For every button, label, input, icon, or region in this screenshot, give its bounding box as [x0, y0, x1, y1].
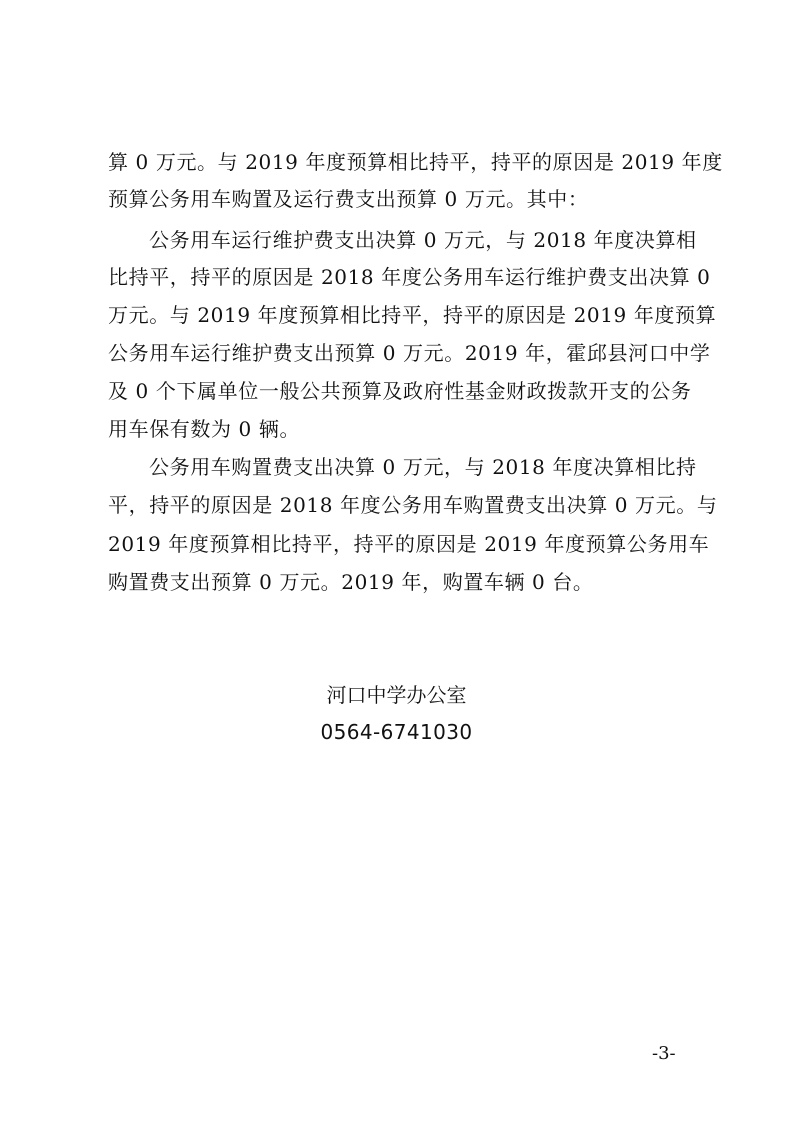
page-number: -3- — [652, 1043, 676, 1064]
paragraph-3-line-1: 公务用车购置费支出决算 0 万元，与 2018 年度决算相比持 — [149, 455, 697, 479]
paragraph-2-line-1: 公务用车运行维护费支出决算 0 万元，与 2018 年度决算相 — [149, 228, 697, 252]
paragraph-3-line-2: 平，持平的原因是 2018 年度公务用车购置费支出决算 0 万元。与 — [108, 493, 718, 517]
paragraph-2-line-6: 用车保有数为 0 辆。 — [108, 417, 301, 441]
paragraph-1-line-2: 预算公务用车购置及运行费支出预算 0 万元。其中： — [108, 187, 589, 211]
paragraph-2-line-5: 及 0 个下属单位一般公共预算及政府性基金财政拨款开支的公务 — [108, 379, 692, 403]
paragraph-2-line-3: 万元。与 2019 年度预算相比持平，持平的原因是 2019 年度预算 — [108, 303, 717, 327]
paragraph-2-line-4: 公务用车运行维护费支出预算 0 万元。2019 年，霍邱县河口中学 — [108, 341, 711, 365]
signature-office: 河口中学办公室 — [326, 683, 467, 707]
paragraph-3-line-3: 2019 年度预算相比持平，持平的原因是 2019 年度预算公务用车 — [108, 532, 710, 556]
paragraph-3-line-4: 购置费支出预算 0 万元。2019 年，购置车辆 0 台。 — [108, 570, 594, 594]
signature-phone: 0564-6741030 — [320, 720, 473, 744]
paragraph-2-line-2: 比持平，持平的原因是 2018 年度公务用车运行维护费支出决算 0 — [108, 265, 711, 289]
paragraph-1-line-1: 算 0 万元。与 2019 年度预算相比持平，持平的原因是 2019 年度 — [108, 150, 723, 174]
